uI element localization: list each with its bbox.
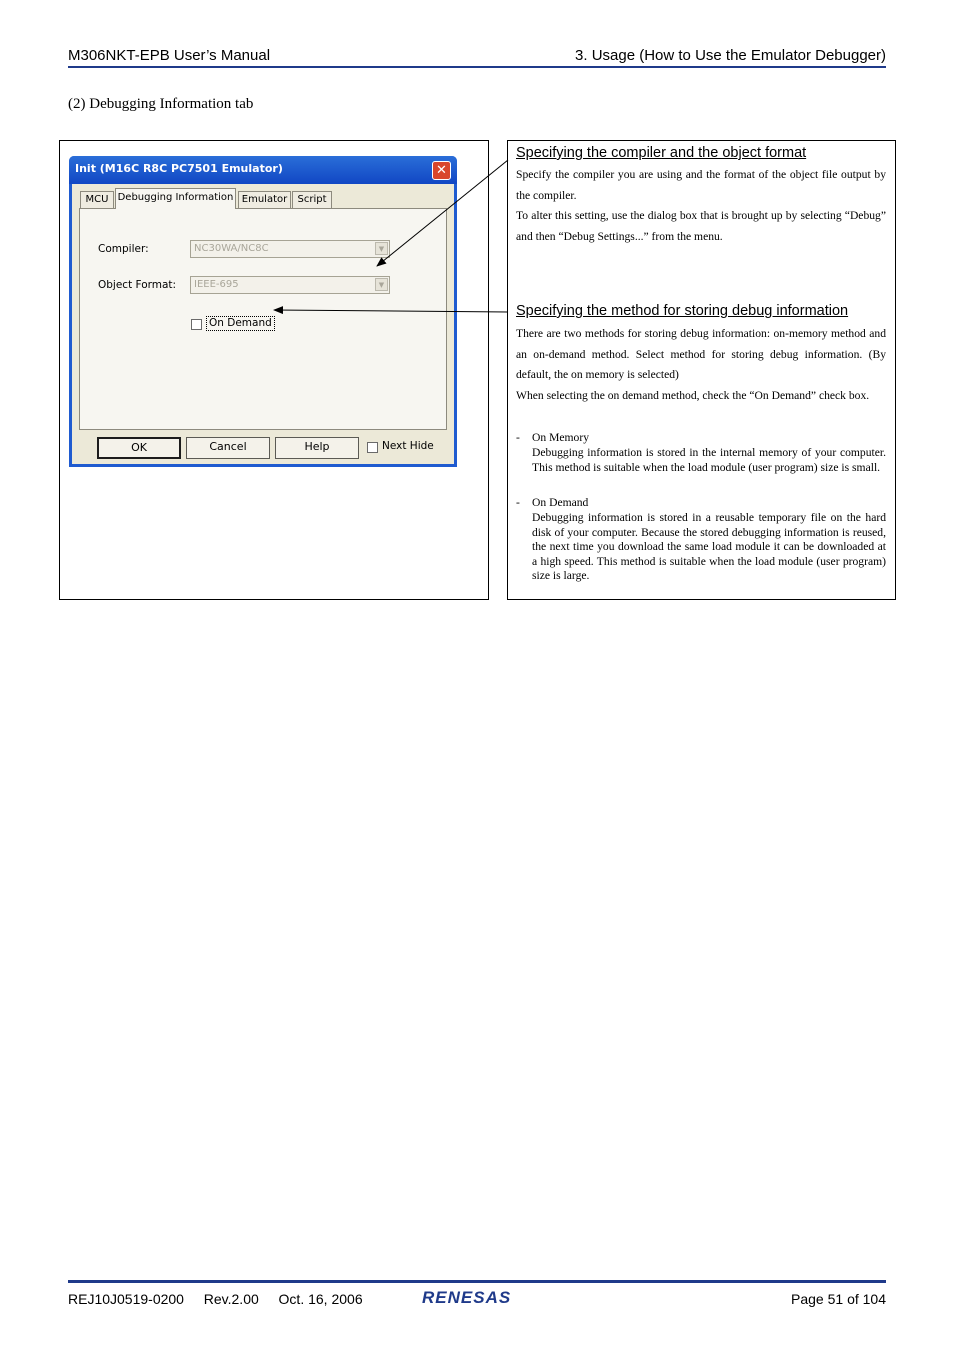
ok-button[interactable]: OK (97, 437, 181, 459)
tab-emulator[interactable]: Emulator (238, 191, 291, 208)
header-chapter-title: 3. Usage (How to Use the Emulator Debugger) (575, 47, 886, 64)
compiler-label: Compiler: (98, 243, 149, 255)
object-format-label: Object Format: (98, 279, 177, 291)
footer-doc-id: REJ10J0519-0200 (68, 1291, 184, 1307)
on-demand-label[interactable]: On Demand (206, 316, 275, 331)
renesas-logo: RENESAS (422, 1288, 512, 1307)
arrow-to-on-demand (274, 310, 508, 312)
tab-debugging-information[interactable]: Debugging Information (115, 188, 236, 209)
footer-date: Oct. 16, 2006 (278, 1291, 363, 1307)
footer-doc-info (68, 1291, 363, 1307)
storage-method-heading: Specifying the method for storing debug information (516, 303, 849, 319)
section-title: (2) Debugging Information tab (68, 96, 254, 112)
list-item-label: On Memory (532, 431, 589, 444)
arrow-to-compiler (377, 160, 508, 266)
footer-rule (68, 1280, 886, 1283)
tab-mcu[interactable]: MCU (80, 191, 114, 208)
storage-method-paragraph: When selecting the on demand method, check the “On Demand” check box. (516, 388, 870, 402)
help-button[interactable]: Help (275, 437, 359, 459)
list-item-body: Debugging information is stored in the internal memory of your computer. This method is suitable when the load module (user program) size is small. (532, 446, 886, 474)
list-item-body: Debugging information is stored in a reusable temporary file on the hard disk of your computer. Because the stored debugging information is reused, the next time you download the same load module it can be downloaded at a high speed. This method is suitable when the load module (user program) size is large. (532, 511, 886, 583)
cancel-button[interactable]: Cancel (186, 437, 270, 459)
compiler-value: NC30WA/NC8C (194, 243, 269, 254)
header-manual-title: M306NKT-EPB User’s Manual (68, 47, 271, 64)
footer-rev: Rev.2.00 (203, 1291, 259, 1307)
footer-page-number: Page 51 of 104 (791, 1291, 886, 1307)
tab-script[interactable]: Script (292, 191, 332, 208)
next-hide-label: Next Hide (382, 440, 434, 452)
dialog-title: Init (M16C R8C PC7501 Emulator) (75, 162, 283, 175)
close-icon[interactable]: ✕ (432, 161, 451, 180)
list-item: - On Memory Debugging information is stored in the internal memory of your computer. This method is suitable when the load module (user program) size is small. (516, 431, 886, 474)
chevron-down-icon[interactable]: ▼ (375, 242, 388, 255)
compiler-format-paragraph: To alter this setting, use the dialog box that is brought up by selecting “Debug” and then “Debug Settings...” from the menu. (516, 209, 886, 243)
list-item: - On Demand Debugging information is stored in a reusable temporary file on the hard disk of your computer. Because the stored debugging information is reused, the next time you download the same load module it can be downloaded at a high speed. This method is suitable when the load module (user program) size is large. (516, 496, 886, 583)
compiler-format-paragraph: Specify the compiler you are using and the format of the object file output by the compiler. (516, 168, 886, 202)
list-item-label: On Demand (532, 496, 589, 509)
storage-method-paragraph: There are two methods for storing debug information: on-memory method and an on-demand method. Select method for storing debug information. (By default, the on memory is selected) (516, 327, 886, 381)
object-format-value: IEEE-695 (194, 279, 239, 290)
chevron-down-icon[interactable]: ▼ (375, 278, 388, 291)
compiler-format-heading: Specifying the compiler and the object format (516, 145, 807, 161)
